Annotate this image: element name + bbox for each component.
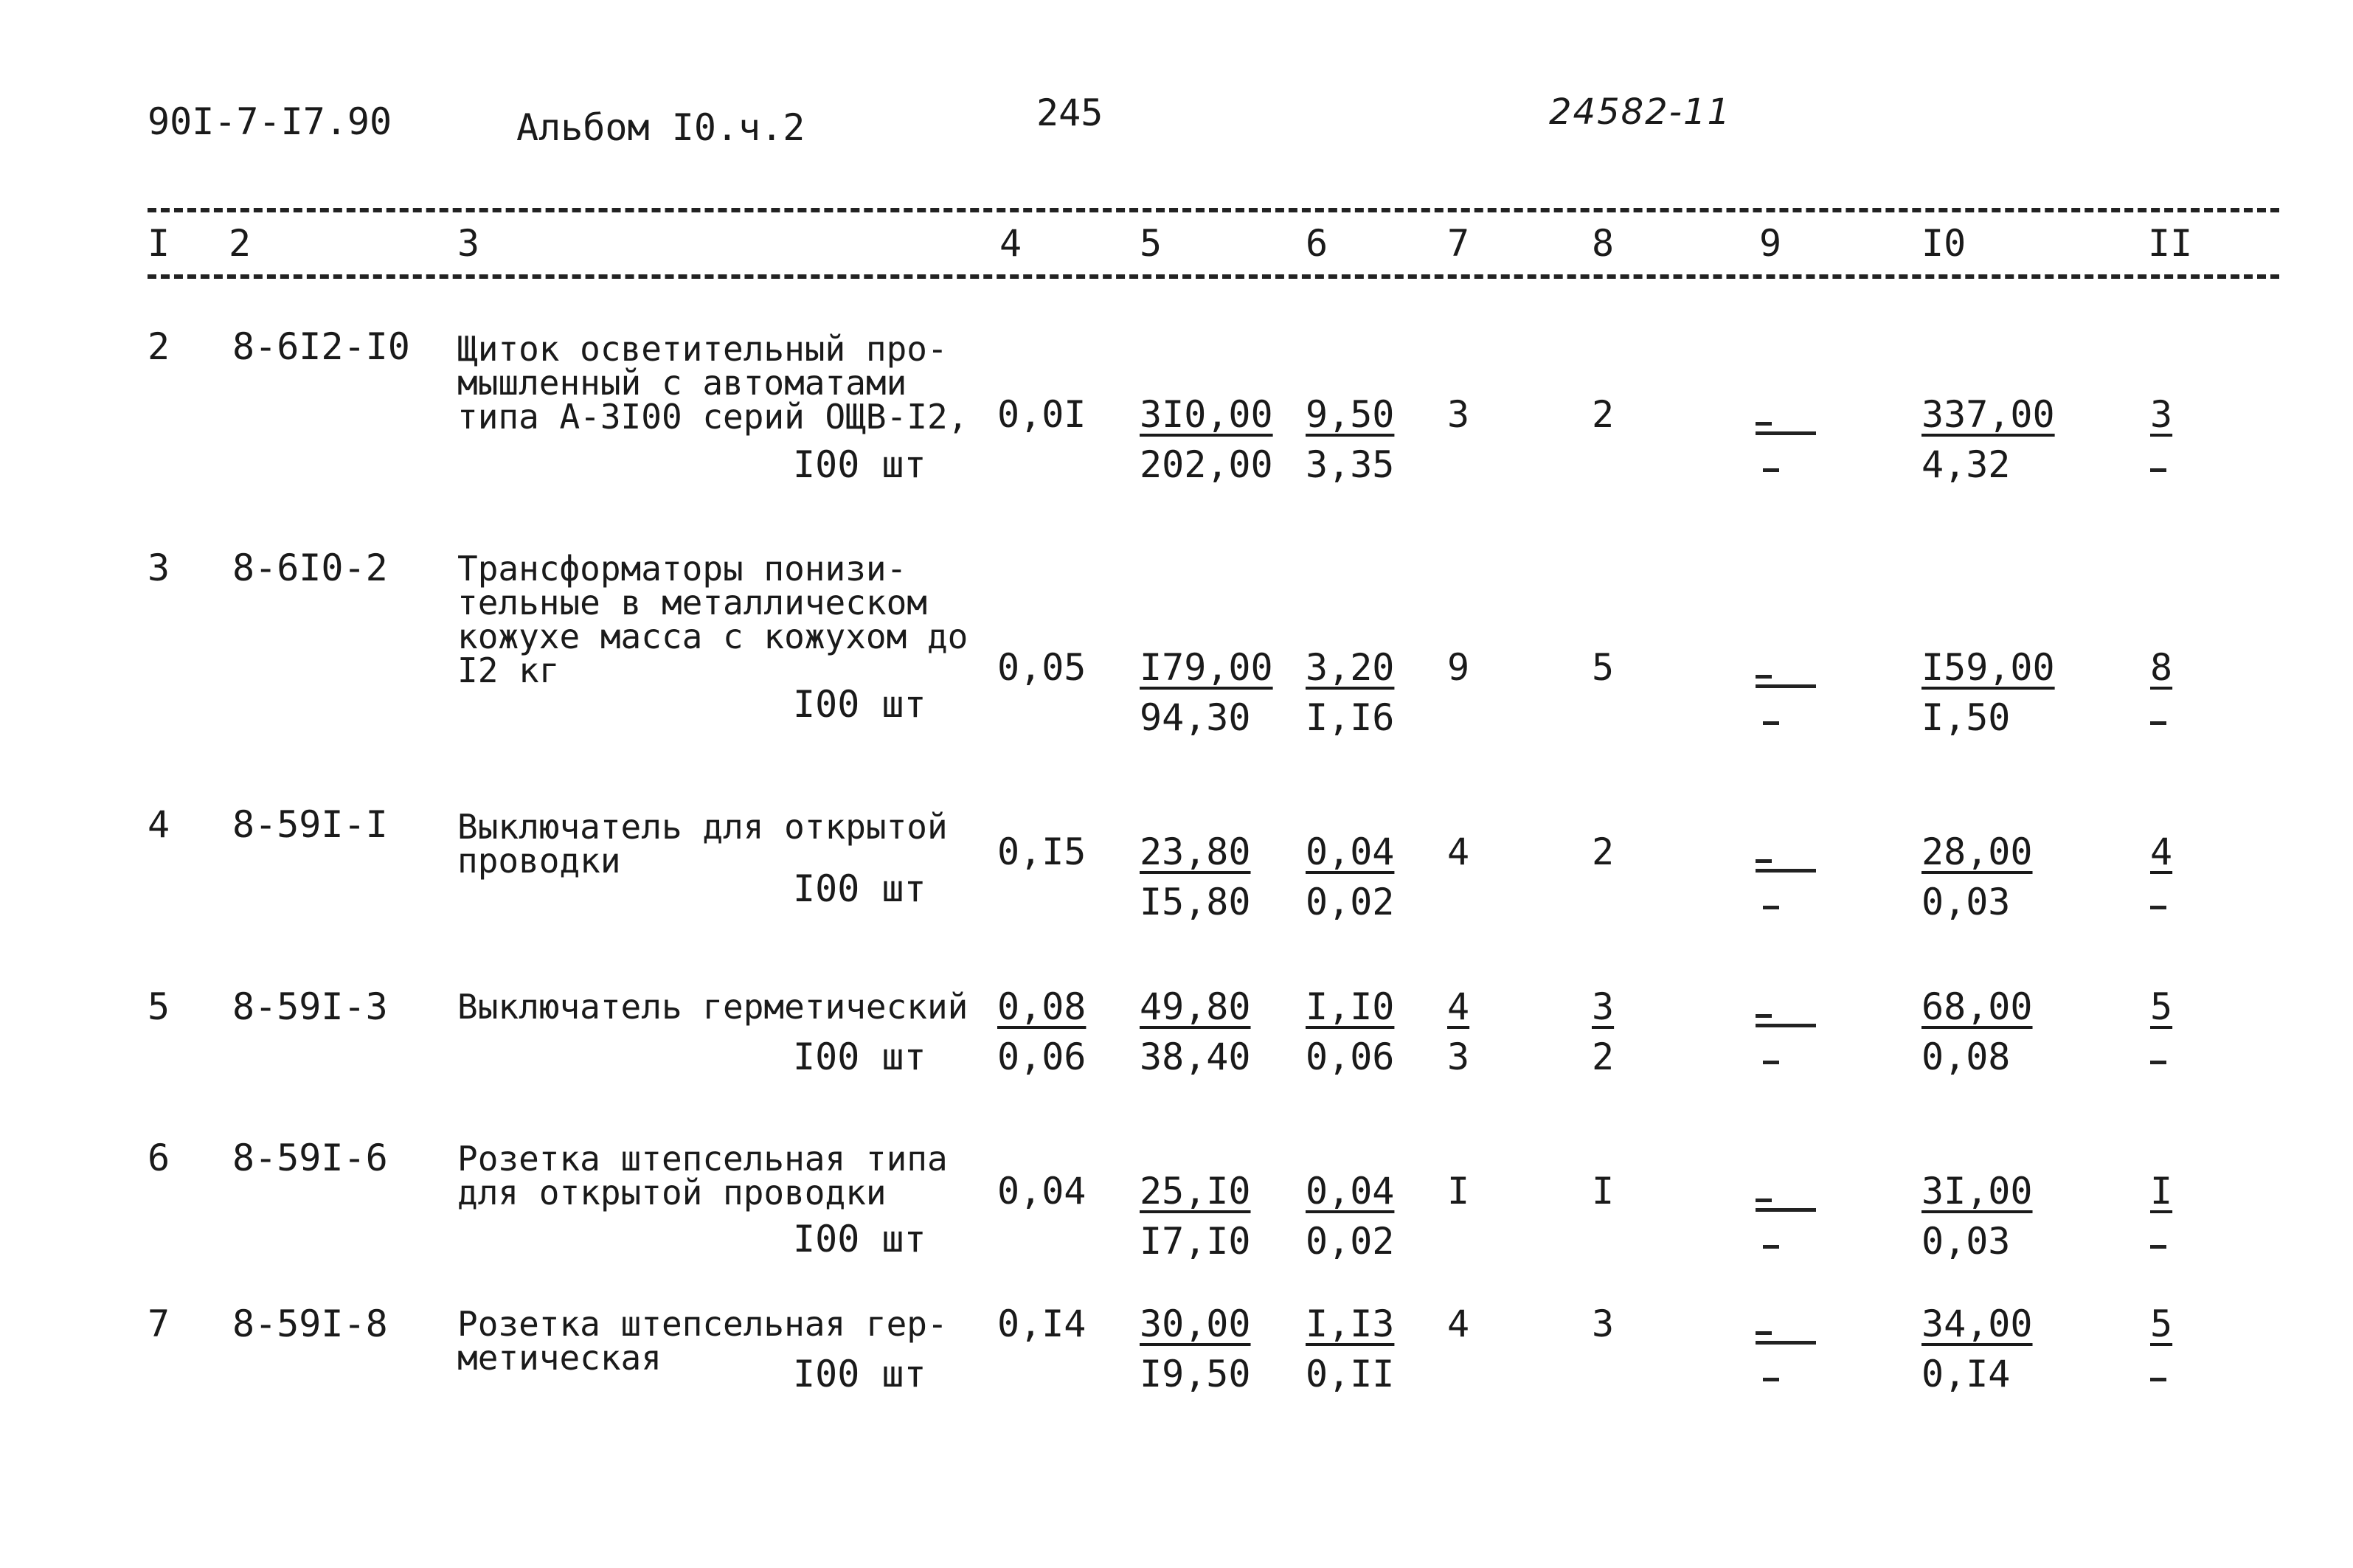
row-unit: I00 шт [793,1353,926,1395]
cell-c11-top: 8 [2150,646,2173,689]
cell-c5-top: 3I0,00 [1140,393,1273,436]
cell-c9-bottom-dash [1763,721,1779,725]
column-header-5: 5 [1140,222,1162,265]
cell-c8: 5 [1592,646,1615,689]
column-header-7: 7 [1447,222,1470,265]
row-description: Трансформаторы понизи-тельные в металлическом кожухе масса с кожухом до I2 кг [457,549,968,690]
cell-c11-bottom-dash [2150,468,2166,472]
cell-c5-top: 49,80 [1140,985,1251,1028]
cell-c4-bottom: 0,06 [997,1035,1087,1078]
cell-c8-bottom: 2 [1592,1035,1615,1078]
row-description: Розетка штепсельная типа для открытой проводки [457,1139,948,1213]
cell-c10-bottom: 4,32 [1921,443,2011,486]
row-unit: I00 шт [793,1218,926,1260]
cell-c6-bottom: 0,02 [1306,881,1395,923]
cell-c11-top: 4 [2150,830,2173,873]
row-code: 8-6I2-I0 [232,325,410,368]
row-description: Выключатель для открытой проводки [457,807,948,881]
row-number: 7 [148,1302,170,1345]
cell-c5-top: 30,00 [1140,1302,1251,1345]
row-code: 8-59I-6 [232,1137,388,1179]
row-description: Щиток осветительный про-мышленный с автоматами типа А-3I00 серий ОЩВ-I2, [457,329,968,437]
cell-c9-top-dash [1756,1014,1772,1018]
cell-c7: 9 [1447,646,1470,689]
cell-c6-bottom: 3,35 [1306,443,1395,486]
cell-c6-bottom: I,I6 [1306,696,1395,739]
row-number: 6 [148,1137,170,1179]
cell-c11-bottom-dash [2150,906,2166,909]
cell-c9-top-dash [1756,675,1772,679]
cell-c10-top: 34,00 [1921,1302,2033,1345]
row-unit: I00 шт [793,443,926,486]
handwritten-number: 24582-11 [1549,91,1732,133]
cell-c10-bottom: 0,08 [1921,1035,2011,1078]
cell-c5-bottom: I9,50 [1140,1353,1251,1395]
cell-c5-top: 23,80 [1140,830,1251,873]
cell-c4: 0,0I [997,393,1087,436]
cell-c8: 3 [1592,1302,1615,1345]
cell-c10-top: 28,00 [1921,830,2033,873]
cell-c6-bottom: 0,II [1306,1353,1395,1395]
cell-c10-top: 68,00 [1921,985,2033,1028]
cell-c9-underline [1756,1024,1816,1027]
cell-c11-top: 5 [2150,1302,2173,1345]
cell-c7: 4 [1447,1302,1470,1345]
album-label: Альбом I0.ч.2 [516,106,805,149]
cell-c8: 2 [1592,830,1615,873]
cell-c11-bottom-dash [2150,721,2166,725]
row-number: 4 [148,803,170,846]
row-code: 8-59I-3 [232,985,388,1028]
cell-c5-bottom: 202,00 [1140,443,1273,486]
cell-c5-bottom: I5,80 [1140,881,1251,923]
row-code: 8-59I-I [232,803,388,846]
cell-c5-bottom: I7,I0 [1140,1220,1251,1263]
row-unit: I00 шт [793,1035,926,1078]
cell-c6-bottom: 0,02 [1306,1220,1395,1263]
cell-c6-top: 9,50 [1306,393,1395,436]
cell-c10-top: I59,00 [1921,646,2055,689]
cell-c10-bottom: 0,03 [1921,881,2011,923]
cell-c11-bottom-dash [2150,1245,2166,1249]
cell-c9-bottom-dash [1763,1245,1779,1249]
cell-c9-bottom-dash [1763,1378,1779,1381]
cell-c10-bottom: 0,I4 [1921,1353,2011,1395]
cell-c9-top-dash [1756,422,1772,426]
cell-c4: 0,04 [997,1170,1087,1213]
row-description: Выключатель герметический [457,987,968,1027]
cell-c7: 4 [1447,830,1470,873]
cell-c10-bottom: I,50 [1921,696,2011,739]
row-code: 8-59I-8 [232,1302,388,1345]
cell-c6-top: 0,04 [1306,830,1395,873]
column-header-9: 9 [1759,222,1782,265]
cell-c9-underline [1756,431,1816,435]
cell-c11-top: 5 [2150,985,2173,1028]
row-code: 8-6I0-2 [232,547,388,589]
cell-c6-top: 3,20 [1306,646,1395,689]
cell-c5-top: 25,I0 [1140,1170,1251,1213]
column-header-6: 6 [1306,222,1328,265]
cell-c9-bottom-dash [1763,1061,1779,1064]
cell-c4-top: 0,08 [997,985,1087,1028]
cell-c7-bottom: 3 [1447,1035,1470,1078]
document-code: 90I-7-I7.90 [148,100,392,143]
column-header-1: I [148,222,170,265]
cell-c11-top: I [2150,1170,2173,1213]
cell-c11-bottom-dash [2150,1378,2166,1381]
column-header-3: 3 [457,222,480,265]
cell-c11-top: 3 [2150,393,2173,436]
cell-c9-underline [1756,1208,1816,1212]
header-rule-bottom [148,274,2279,279]
cell-c6-bottom: 0,06 [1306,1035,1395,1078]
cell-c10-top: 3I,00 [1921,1170,2033,1213]
cell-c9-underline [1756,1341,1816,1345]
cell-c6-top: I,I3 [1306,1302,1395,1345]
cell-c9-bottom-dash [1763,906,1779,909]
column-header-4: 4 [999,222,1022,265]
cell-c9-top-dash [1756,1198,1772,1202]
cell-c8: 2 [1592,393,1615,436]
cell-c4: 0,05 [997,646,1087,689]
cell-c4: 0,I5 [997,830,1087,873]
cell-c11-bottom-dash [2150,1061,2166,1064]
cell-c9-bottom-dash [1763,468,1779,472]
cell-c8: I [1592,1170,1615,1213]
cell-c9-top-dash [1756,1331,1772,1335]
cell-c9-top-dash [1756,859,1772,863]
cell-c10-top: 337,00 [1921,393,2055,436]
column-header-2: 2 [229,222,252,265]
cell-c10-bottom: 0,03 [1921,1220,2011,1263]
row-number: 3 [148,547,170,589]
cell-c7: 3 [1447,393,1470,436]
page-number: 245 [1036,91,1103,134]
cell-c5-bottom: 94,30 [1140,696,1251,739]
cell-c9-underline [1756,684,1816,688]
row-description: Розетка штепсельная гер-метическая [457,1304,948,1378]
row-number: 5 [148,985,170,1028]
cell-c7-top: 4 [1447,985,1470,1028]
cell-c5-top: I79,00 [1140,646,1273,689]
cell-c8-top: 3 [1592,985,1615,1028]
row-unit: I00 шт [793,683,926,726]
row-unit: I00 шт [793,867,926,910]
cell-c5-bottom: 38,40 [1140,1035,1251,1078]
cell-c9-underline [1756,869,1816,873]
cell-c7: I [1447,1170,1470,1213]
column-header-10: I0 [1921,222,1966,265]
cell-c4: 0,I4 [997,1302,1087,1345]
cell-c6-top: I,I0 [1306,985,1395,1028]
column-header-8: 8 [1592,222,1615,265]
cell-c6-top: 0,04 [1306,1170,1395,1213]
row-number: 2 [148,325,170,368]
column-header-11: II [2148,222,2193,265]
header-rule-top [148,208,2279,212]
